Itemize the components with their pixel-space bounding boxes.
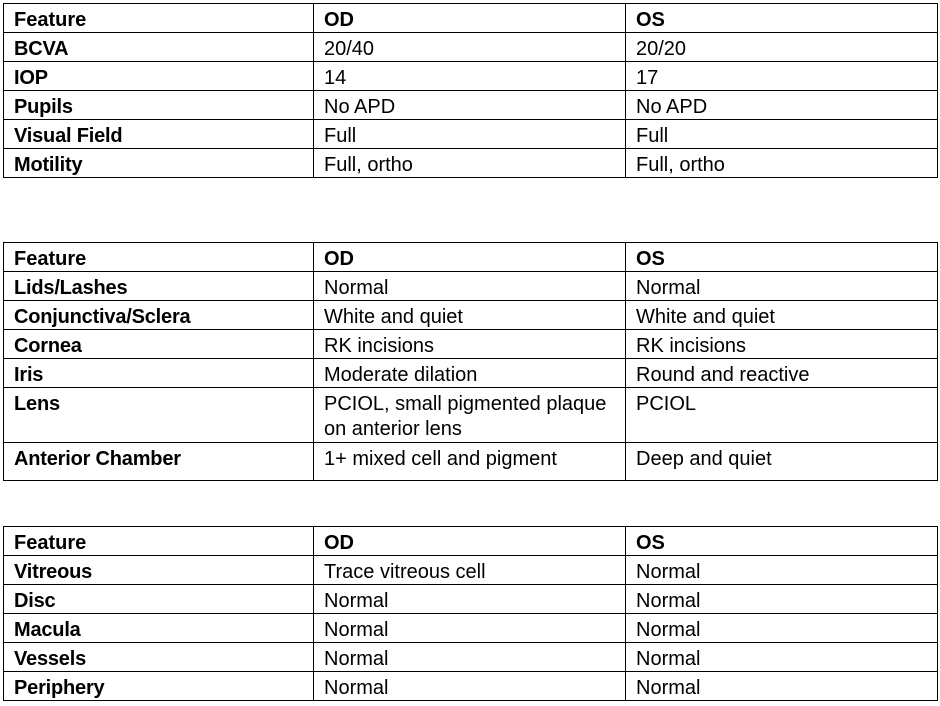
- table-row: [4, 149, 938, 178]
- table-row: [4, 443, 938, 481]
- row-od: Normal: [314, 272, 626, 301]
- table-row: [4, 301, 938, 330]
- row-od: Normal: [314, 643, 626, 672]
- row-os: Full: [626, 120, 938, 149]
- row-od: Moderate dilation: [314, 359, 626, 388]
- header-feature: Feature: [4, 4, 314, 33]
- row-od: RK incisions: [314, 330, 626, 359]
- table-row: [4, 388, 938, 443]
- row-od: 1+ mixed cell and pigment: [314, 443, 626, 481]
- header-os: OS: [626, 243, 938, 272]
- row-feature: Disc: [4, 585, 314, 614]
- row-os: Normal: [626, 672, 938, 701]
- row-feature: Lens: [4, 388, 314, 443]
- header-os: OS: [626, 4, 938, 33]
- row-feature: Macula: [4, 614, 314, 643]
- header-od: OD: [314, 4, 626, 33]
- table-row: [4, 272, 938, 301]
- row-od: Full, ortho: [314, 149, 626, 178]
- row-feature: Lids/Lashes: [4, 272, 314, 301]
- table-header-row: [4, 527, 938, 556]
- row-od: PCIOL, small pigmented plaque on anterior lens: [314, 388, 626, 443]
- row-od: Trace vitreous cell: [314, 556, 626, 585]
- row-feature: IOP: [4, 62, 314, 91]
- row-od: No APD: [314, 91, 626, 120]
- row-os: No APD: [626, 91, 938, 120]
- table-row: [4, 33, 938, 62]
- row-os: Normal: [626, 643, 938, 672]
- row-od: Normal: [314, 614, 626, 643]
- row-os: Normal: [626, 556, 938, 585]
- row-os: Normal: [626, 272, 938, 301]
- row-od: 14: [314, 62, 626, 91]
- exam-table-posterior-segment: [3, 526, 938, 701]
- row-feature: Visual Field: [4, 120, 314, 149]
- row-feature: Conjunctiva/Sclera: [4, 301, 314, 330]
- table-header-row: [4, 243, 938, 272]
- table-header-row: [4, 4, 938, 33]
- row-feature: Motility: [4, 149, 314, 178]
- row-feature: Iris: [4, 359, 314, 388]
- header-od: OD: [314, 243, 626, 272]
- table-row: [4, 672, 938, 701]
- exam-table-anterior-segment: [3, 242, 938, 481]
- row-feature: BCVA: [4, 33, 314, 62]
- row-feature: Anterior Chamber: [4, 443, 314, 481]
- row-os: Normal: [626, 585, 938, 614]
- row-feature: Vessels: [4, 643, 314, 672]
- row-os: 17: [626, 62, 938, 91]
- table-row: [4, 359, 938, 388]
- row-os: Normal: [626, 614, 938, 643]
- table-row: [4, 556, 938, 585]
- header-feature: Feature: [4, 243, 314, 272]
- table-row: [4, 91, 938, 120]
- row-os: Deep and quiet: [626, 443, 938, 481]
- row-od: Full: [314, 120, 626, 149]
- row-os: PCIOL: [626, 388, 938, 443]
- row-od: Normal: [314, 672, 626, 701]
- row-feature: Vitreous: [4, 556, 314, 585]
- row-os: RK incisions: [626, 330, 938, 359]
- table-row: [4, 643, 938, 672]
- table-row: [4, 120, 938, 149]
- table-row: [4, 62, 938, 91]
- table-row: [4, 585, 938, 614]
- row-od: 20/40: [314, 33, 626, 62]
- row-os: 20/20: [626, 33, 938, 62]
- row-feature: Pupils: [4, 91, 314, 120]
- table-row: [4, 614, 938, 643]
- row-od: Normal: [314, 585, 626, 614]
- row-os: Full, ortho: [626, 149, 938, 178]
- exam-table-basic: [3, 3, 938, 178]
- table-row: [4, 330, 938, 359]
- row-os: Round and reactive: [626, 359, 938, 388]
- row-od: White and quiet: [314, 301, 626, 330]
- header-os: OS: [626, 527, 938, 556]
- row-os: White and quiet: [626, 301, 938, 330]
- row-feature: Cornea: [4, 330, 314, 359]
- header-od: OD: [314, 527, 626, 556]
- header-feature: Feature: [4, 527, 314, 556]
- row-feature: Periphery: [4, 672, 314, 701]
